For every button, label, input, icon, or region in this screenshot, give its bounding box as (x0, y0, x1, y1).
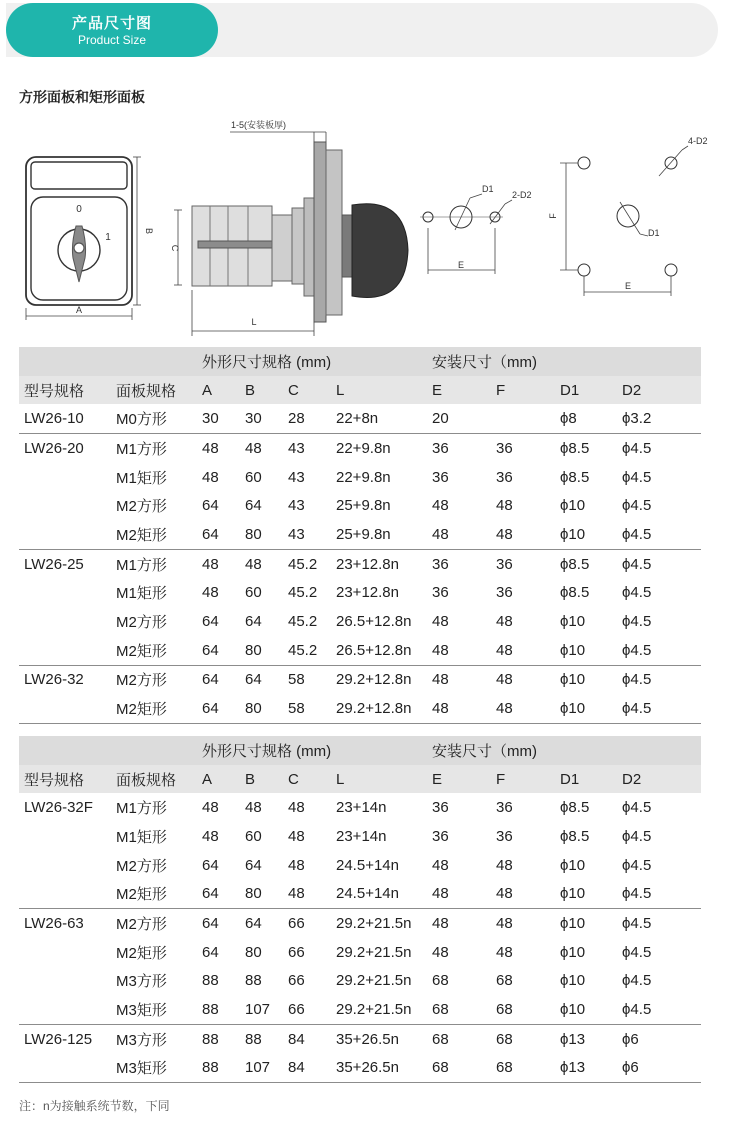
table-cell: M1矩形 (116, 828, 167, 846)
header-spacer (111, 347, 197, 376)
table-cell (19, 851, 111, 880)
table-cell: 88 (240, 1024, 283, 1053)
table-row (19, 491, 701, 520)
dial-label-1: 1 (105, 232, 111, 243)
table-row (19, 520, 701, 549)
dim-label-b: B (144, 227, 154, 235)
header-spacer (19, 736, 111, 765)
table-cell: ϕ4.5 (622, 497, 652, 515)
dim-label-round-d2: 2-D2 (512, 190, 532, 200)
table-cell: LW26-25 (19, 549, 111, 578)
table-row (19, 434, 701, 463)
table-cell: ϕ10 (555, 694, 617, 723)
table-header-row (19, 376, 701, 405)
table-cell: M1方形 (111, 549, 197, 578)
table-cell: 23+12.8n (331, 549, 427, 578)
table-cell: 60 (245, 827, 262, 845)
table-cell: 45.2 (288, 584, 318, 602)
table-cell: 29.2+12.8n (331, 694, 427, 723)
table-cell: 84 (283, 1054, 331, 1083)
table-cell: ϕ10 (560, 1001, 586, 1019)
table-cell: M2方形 (116, 498, 167, 516)
table-cell: ϕ4.5 (622, 525, 652, 543)
table-cell: ϕ10 (560, 885, 586, 903)
subtitle: 方形面板和矩形面板 (19, 89, 145, 105)
table-cell (19, 1054, 111, 1083)
table-cell: 22+8n (336, 410, 379, 428)
table-cell: ϕ4.5 (622, 584, 652, 602)
table-cell: 80 (245, 525, 262, 543)
table-cell: 25+9.8n (336, 525, 391, 543)
table-cell: 48 (202, 827, 219, 845)
spec-table-2 (19, 736, 701, 1083)
table-row (19, 1024, 701, 1053)
table-cell: 48 (496, 525, 513, 543)
table-cell: 84 (283, 1024, 331, 1053)
table-cell: 48 (245, 799, 262, 817)
table-cell: ϕ10 (560, 856, 586, 874)
table-header-group-row (19, 347, 701, 376)
table-cell (19, 520, 111, 549)
table-row (19, 793, 701, 822)
table-cell: ϕ13 (555, 1054, 617, 1083)
column-header: B (240, 376, 283, 405)
table-cell: 48 (491, 909, 555, 938)
table-cell: 48 (432, 856, 449, 874)
column-header: D1 (555, 765, 617, 794)
table-cell: ϕ10 (560, 943, 586, 961)
column-header: C (283, 765, 331, 794)
table-row (19, 636, 701, 665)
dimension-drawing (0, 112, 750, 344)
table-cell: 48 (496, 613, 513, 631)
table-cell: 36 (427, 434, 491, 463)
table-cell: ϕ4.5 (622, 641, 652, 659)
table-cell (19, 995, 111, 1024)
table-cell: 80 (240, 694, 283, 723)
table-cell: 48 (288, 856, 305, 874)
table-cell: ϕ4.5 (622, 827, 652, 845)
table-cell: 48 (288, 799, 305, 817)
table-cell: LW26-10 (24, 410, 84, 428)
column-header: D2 (617, 765, 701, 794)
table-cell: ϕ10 (555, 665, 617, 694)
table-cell: 80 (245, 885, 262, 903)
table-cell: 35+26.5n (331, 1054, 427, 1083)
table-cell: ϕ4.5 (622, 856, 652, 874)
table-cell: 58 (283, 694, 331, 723)
column-header: D2 (617, 376, 701, 405)
table-cell: ϕ4.5 (622, 885, 652, 903)
header-spacer (19, 347, 111, 376)
column-header: B (240, 765, 283, 794)
table-cell: ϕ13 (555, 1024, 617, 1053)
table-cell: 64 (202, 613, 219, 631)
table-cell: M3方形 (111, 1024, 197, 1053)
table-cell: ϕ10 (560, 497, 586, 515)
table-cell: 36 (496, 827, 513, 845)
column-header: 面板规格 (111, 376, 197, 405)
table-cell: 64 (202, 943, 219, 961)
table-cell: ϕ4.5 (622, 972, 652, 990)
table-cell: 45.2 (283, 549, 331, 578)
table-header-group-row (19, 736, 701, 765)
table-cell: ϕ4.5 (617, 694, 701, 723)
table-cell: ϕ4.5 (622, 1001, 652, 1019)
section-title-en: Product Size (77, 33, 147, 47)
table-cell: ϕ8.5 (560, 827, 590, 845)
table-cell: 24.5+14n (336, 856, 399, 874)
table-row (19, 995, 701, 1024)
table-cell: LW26-32F (24, 799, 93, 817)
table-cell: 88 (245, 972, 262, 990)
column-header: A (197, 376, 240, 405)
table-cell: 64 (240, 909, 283, 938)
table-cell: M2矩形 (111, 694, 197, 723)
section-title-cn: 产品尺寸图 (71, 15, 152, 32)
table-cell: 66 (288, 1001, 305, 1019)
header-outer-dimensions: 外形尺寸规格 (mm) (197, 347, 427, 376)
dim-label-square-f: F (548, 213, 558, 219)
table-row (19, 694, 701, 723)
table-cell: ϕ3.2 (622, 410, 652, 428)
table-row (19, 938, 701, 967)
column-header: A (197, 765, 240, 794)
table-row (19, 909, 701, 938)
table-cell: 30 (245, 410, 262, 428)
table-row (19, 851, 701, 880)
table-cell: 48 (427, 909, 491, 938)
table-cell: ϕ10 (560, 613, 586, 631)
table-row (19, 463, 701, 492)
header-mounting-dimensions: 安装尺寸（mm) (427, 736, 701, 765)
table-cell (19, 967, 111, 996)
table-cell: M2矩形 (116, 944, 167, 962)
dim-label-l: L (251, 317, 257, 327)
table-cell (19, 607, 111, 636)
table-cell: 66 (283, 909, 331, 938)
table-cell: 88 (202, 1001, 219, 1019)
table-cell (491, 404, 555, 433)
table-cell: 43 (288, 497, 305, 515)
table-row (19, 967, 701, 996)
dial-label-0: 0 (76, 204, 82, 215)
dim-label-round-e: E (457, 260, 465, 270)
dim-label-square-4d2: 4-D2 (688, 136, 708, 146)
table-cell: M2矩形 (116, 526, 167, 544)
table-cell: 64 (245, 497, 262, 515)
table-cell: 48 (496, 856, 513, 874)
table-cell: 68 (496, 1001, 513, 1019)
table-cell: 36 (432, 468, 449, 486)
table-cell: 25+9.8n (336, 497, 391, 515)
table-cell: 68 (432, 972, 449, 990)
table-cell: 48 (432, 525, 449, 543)
table-cell: 48 (496, 885, 513, 903)
table-cell: 36 (432, 799, 449, 817)
table-cell: 68 (427, 1054, 491, 1083)
table-cell: 48 (288, 885, 305, 903)
table-cell (19, 579, 111, 608)
table-cell (19, 463, 111, 492)
table-cell: 23+12.8n (336, 584, 399, 602)
table-row (19, 404, 701, 433)
table-cell: 29.2+21.5n (336, 972, 412, 990)
table-cell: 43 (288, 525, 305, 543)
dim-label-square-e: E (624, 281, 632, 291)
column-header: E (427, 765, 491, 794)
table-cell: 48 (240, 434, 283, 463)
table-cell: 68 (427, 1024, 491, 1053)
table-cell: 48 (432, 641, 449, 659)
table-cell: 64 (197, 909, 240, 938)
table-cell: 48 (197, 434, 240, 463)
column-header: L (331, 376, 427, 405)
column-header: C (283, 376, 331, 405)
table-cell: 35+26.5n (331, 1024, 427, 1053)
table-cell: 80 (245, 943, 262, 961)
table-cell: LW26-63 (19, 909, 111, 938)
dim-label-round-d1: D1 (482, 184, 494, 194)
table-cell: 28 (288, 410, 305, 428)
header-spacer (111, 736, 197, 765)
table-cell: M3矩形 (111, 1054, 197, 1083)
table-cell: M2矩形 (116, 642, 167, 660)
table-cell: 68 (432, 1001, 449, 1019)
table-cell: ϕ8.5 (555, 549, 617, 578)
table-cell: M2方形 (111, 665, 197, 694)
table-cell: 64 (245, 613, 262, 631)
table-cell: 48 (432, 943, 449, 961)
section-badge (6, 3, 218, 57)
table-cell (19, 938, 111, 967)
table-cell (19, 694, 111, 723)
table-cell: 36 (491, 549, 555, 578)
table-cell: 26.5+12.8n (336, 613, 412, 631)
header-mounting-dimensions: 安装尺寸（mm) (427, 347, 701, 376)
column-header: 型号规格 (19, 376, 111, 405)
table-cell (19, 491, 111, 520)
table-cell: M3矩形 (116, 1002, 167, 1020)
table-cell: 23+14n (336, 827, 387, 845)
table-cell: 88 (197, 1024, 240, 1053)
table-cell: ϕ4.5 (622, 468, 652, 486)
table-row (19, 665, 701, 694)
table-row (19, 549, 701, 578)
table-cell: 48 (288, 827, 305, 845)
table-cell: 48 (496, 943, 513, 961)
table-cell: ϕ6 (617, 1024, 701, 1053)
table-cell: 64 (202, 885, 219, 903)
table-cell: 48 (427, 694, 491, 723)
table-row (19, 879, 701, 908)
table-cell: 48 (432, 885, 449, 903)
table-cell (19, 636, 111, 665)
table-cell: 64 (197, 694, 240, 723)
dim-label-c: C (170, 244, 180, 252)
table-cell: 48 (202, 468, 219, 486)
table-cell: 66 (288, 972, 305, 990)
table-cell: ϕ4.5 (622, 799, 652, 817)
header-outer-dimensions: 外形尺寸规格 (mm) (197, 736, 427, 765)
square-cutout-view (548, 136, 708, 296)
table-cell: 64 (197, 665, 240, 694)
table-cell: M3方形 (116, 973, 167, 991)
table-row (19, 607, 701, 636)
table-cell: M1矩形 (116, 585, 167, 603)
table-cell: 68 (491, 1054, 555, 1083)
table-cell: 107 (245, 1001, 271, 1019)
front-view (26, 157, 154, 320)
table-cell: 58 (283, 665, 331, 694)
table-cell: 48 (491, 665, 555, 694)
table-cell: ϕ4.5 (622, 943, 652, 961)
column-header: F (491, 376, 555, 405)
table-cell: ϕ8.5 (560, 468, 590, 486)
table-cell: 36 (491, 434, 555, 463)
table-cell: ϕ4.5 (617, 909, 701, 938)
footnote: 注：n为接触系统节数，下同 (19, 1099, 170, 1113)
table-cell: 48 (240, 549, 283, 578)
table-cell: 36 (496, 799, 513, 817)
table-cell (19, 879, 111, 908)
table-cell: 29.2+21.5n (336, 943, 412, 961)
table-cell: ϕ6 (617, 1054, 701, 1083)
table-cell: 107 (240, 1054, 283, 1083)
table-row (19, 579, 701, 608)
table-cell: ϕ4.5 (617, 434, 701, 463)
table-cell: 48 (496, 497, 513, 515)
table-cell: ϕ10 (560, 525, 586, 543)
table-cell: 60 (245, 468, 262, 486)
table-cell: 64 (202, 525, 219, 543)
table-cell: 36 (432, 584, 449, 602)
table-cell: 36 (432, 827, 449, 845)
table-cell: LW26-20 (19, 434, 111, 463)
table-cell: 20 (432, 410, 449, 428)
table-cell: 48 (202, 584, 219, 602)
dim-label-thickness: 1-5(安装板厚) (231, 120, 287, 130)
table-cell: M2方形 (116, 614, 167, 632)
table-cell: 88 (202, 972, 219, 990)
table-row (19, 1054, 701, 1083)
table-cell (19, 822, 111, 851)
table-cell: M1方形 (116, 800, 167, 818)
table-cell: M2方形 (116, 857, 167, 875)
table-cell: M2方形 (111, 909, 197, 938)
side-view (170, 119, 408, 336)
table-cell: 24.5+14n (336, 885, 399, 903)
table-cell: ϕ10 (555, 909, 617, 938)
column-header: 型号规格 (19, 765, 111, 794)
table-cell: 64 (202, 856, 219, 874)
column-header: E (427, 376, 491, 405)
table-cell: ϕ4.5 (617, 665, 701, 694)
table-cell: 36 (496, 584, 513, 602)
table-cell: 60 (245, 584, 262, 602)
table-cell: 64 (245, 856, 262, 874)
table-cell: ϕ10 (560, 641, 586, 659)
table-cell: 36 (427, 549, 491, 578)
table-cell: 29.2+21.5n (331, 909, 427, 938)
table-cell: ϕ10 (560, 972, 586, 990)
table-cell: 22+9.8n (336, 468, 391, 486)
table-cell: 30 (202, 410, 219, 428)
column-header: 面板规格 (111, 765, 197, 794)
table-cell: 68 (491, 1024, 555, 1053)
spec-table-1 (19, 347, 701, 724)
table-cell: 68 (496, 972, 513, 990)
table-cell: M1方形 (111, 434, 197, 463)
dim-label-square-d1: D1 (648, 228, 660, 238)
table-cell: 66 (288, 943, 305, 961)
table-cell: 26.5+12.8n (336, 641, 412, 659)
round-cutout-view (420, 184, 532, 274)
table-cell: 64 (202, 497, 219, 515)
table-header-row (19, 765, 701, 794)
table-cell: 48 (491, 694, 555, 723)
table-cell: 48 (432, 613, 449, 631)
column-header: F (491, 765, 555, 794)
table-cell: LW26-125 (19, 1024, 111, 1053)
table-cell: 64 (202, 641, 219, 659)
table-cell: ϕ4.5 (622, 613, 652, 631)
table-cell: ϕ4.5 (617, 549, 701, 578)
table-cell: 80 (245, 641, 262, 659)
table-cell: 43 (283, 434, 331, 463)
table-cell: M1矩形 (116, 469, 167, 487)
table-cell: ϕ8 (560, 410, 577, 428)
table-cell: ϕ8.5 (555, 434, 617, 463)
dim-label-a: A (75, 305, 83, 315)
table-cell: ϕ8.5 (560, 799, 590, 817)
table-row (19, 822, 701, 851)
table-cell: 36 (496, 468, 513, 486)
table-cell: 22+9.8n (331, 434, 427, 463)
table-cell: 45.2 (288, 641, 318, 659)
table-cell: M2矩形 (116, 886, 167, 904)
table-cell: 45.2 (288, 613, 318, 631)
table-cell: 23+14n (336, 799, 387, 817)
column-header: D1 (555, 376, 617, 405)
column-header: L (331, 765, 427, 794)
table-cell: 48 (202, 799, 219, 817)
table-cell: 48 (427, 665, 491, 694)
table-cell: 43 (288, 468, 305, 486)
table-cell: 88 (197, 1054, 240, 1083)
table-cell: ϕ8.5 (560, 584, 590, 602)
table-cell: 29.2+12.8n (331, 665, 427, 694)
table-cell: M0方形 (116, 411, 167, 429)
table-cell: 64 (240, 665, 283, 694)
table-cell: 48 (432, 497, 449, 515)
table-cell: 29.2+21.5n (336, 1001, 412, 1019)
table-cell: LW26-32 (19, 665, 111, 694)
table-cell: 48 (496, 641, 513, 659)
table-cell: 48 (197, 549, 240, 578)
